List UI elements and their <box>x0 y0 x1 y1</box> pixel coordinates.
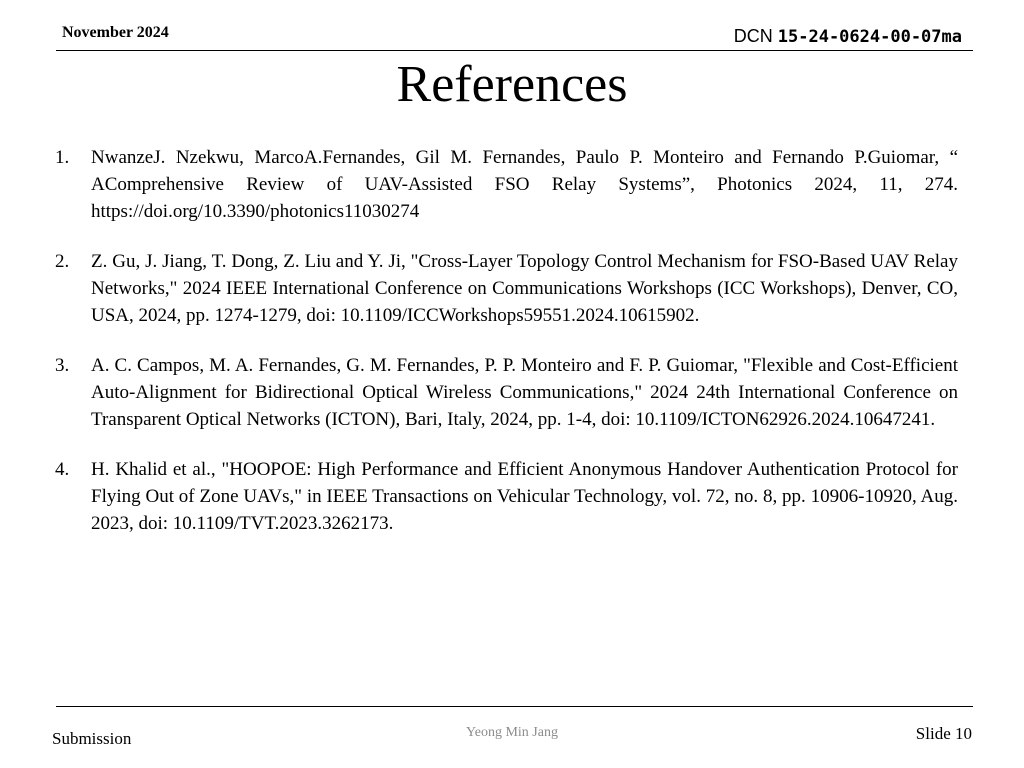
reference-number: 1. <box>55 147 70 168</box>
footer-divider <box>56 706 973 707</box>
reference-number: 4. <box>55 459 70 480</box>
reference-item-2 <box>55 248 958 329</box>
reference-item-3 <box>55 352 958 433</box>
header-date: November 2024 <box>62 24 169 41</box>
dcn-number: 15-24-0624-00-07ma <box>777 27 962 47</box>
slide-title: References <box>396 56 628 113</box>
reference-number: 2. <box>55 251 70 272</box>
reference-number: 3. <box>55 355 70 376</box>
header-dcn <box>734 26 962 47</box>
reference-text: A. C. Campos, M. A. Fernandes, G. M. Fernandes, P. P. Monteiro and F. P. Guiomar, "Flexible and Cost-Efficient Auto-Alignment for Bidirectional Optical Wireless Communications," 2024 24th International Conference on Transparent Optical Networks (ICTON), Bari, Italy, 2024, pp. 1-4, doi: 10.1109/ICTON62926.2024.10647241. <box>91 355 958 430</box>
reference-text: Z. Gu, J. Jiang, T. Dong, Z. Liu and Y. Ji, "Cross-Layer Topology Control Mechanism for FSO-Based UAV Relay Networks," 2024 IEEE International Conference on Communications Workshops (ICC Workshops), Denver, CO, USA, 2024, pp. 1274-1279, doi: 10.1109/ICCWorkshops59551.2024.10615902. <box>91 251 958 326</box>
reference-text: NwanzeJ. Nzekwu, MarcoA.Fernandes, Gil M. Fernandes, Paulo P. Monteiro and Fernando P.Guiomar, “ AComprehensive Review of UAV-Assisted FSO Relay Systems”, Photonics 2024, 11, 274. https://doi.org/10.3390/photonics11030274 <box>91 147 958 222</box>
dcn-prefix: DCN <box>733 26 773 46</box>
slide-number: Slide 10 <box>915 724 972 743</box>
footer-submission: Submission <box>52 729 132 748</box>
header-divider <box>56 50 973 51</box>
reference-item-4 <box>55 456 958 537</box>
footer-author: Yeong Min Jang <box>466 725 558 740</box>
reference-text: H. Khalid et al., "HOOPOE: High Performance and Efficient Anonymous Handover Authentication Protocol for Flying Out of Zone UAVs," in IEEE Transactions on Vehicular Technology, vol. 72, no. 8, pp. 10906-10920, Aug. 2023, doi: 10.1109/TVT.2023.3262173. <box>91 459 958 534</box>
reference-list <box>55 144 958 560</box>
reference-item-1 <box>55 144 958 225</box>
